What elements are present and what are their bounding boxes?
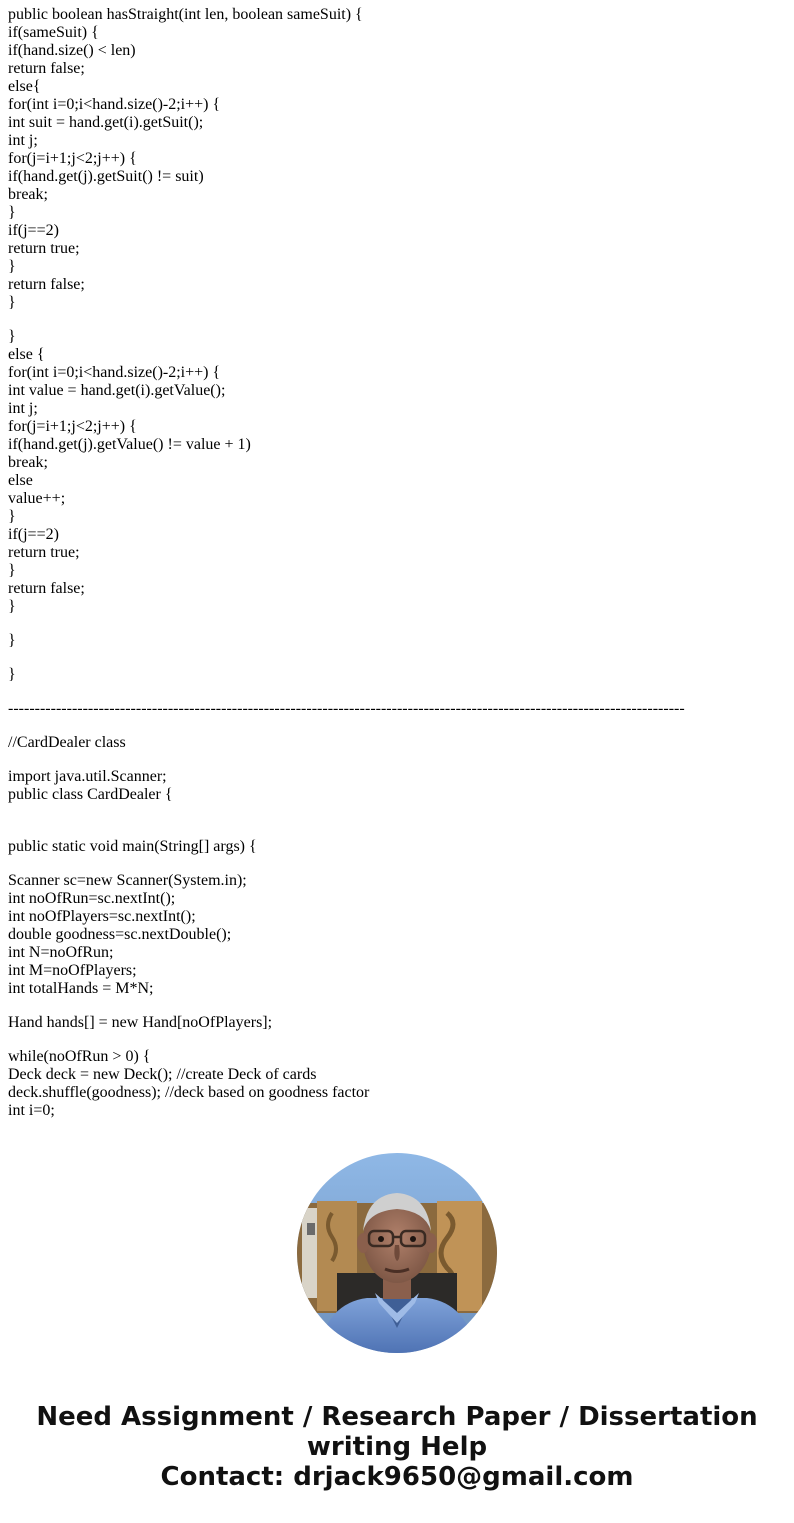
code-line: import java.util.Scanner; — [8, 768, 167, 785]
code-line: //CardDealer class — [8, 734, 126, 751]
code-listing — [8, 6, 788, 1122]
code-line: } — [8, 562, 16, 579]
code-block-hasstraight-else — [8, 328, 788, 616]
code-line: Scanner sc=new Scanner(System.in); — [8, 872, 247, 889]
code-line: for(j=i+1;j<2;j++) { — [8, 418, 137, 435]
code-line: int noOfRun=sc.nextInt(); — [8, 890, 176, 907]
code-line: if(j==2) — [8, 526, 59, 543]
code-line: int j; — [8, 400, 38, 417]
code-block-while-loop — [8, 1048, 788, 1120]
code-line: for(int i=0;i<hand.size()-2;i++) { — [8, 364, 221, 381]
divider-line: ------------------------------------------------------------------------------------------------------------------------------- — [8, 700, 685, 717]
code-line: public class CardDealer { — [8, 786, 173, 803]
code-block-main-signature — [8, 838, 788, 856]
code-line: int j; — [8, 132, 38, 149]
code-line: int M=noOfPlayers; — [8, 962, 137, 979]
code-block-hasstraight-samesuit — [8, 6, 788, 312]
code-line: Deck deck = new Deck(); //create Deck of cards — [8, 1066, 317, 1083]
code-block-carddealer-comment — [8, 734, 788, 752]
code-line: } — [8, 258, 16, 275]
code-line: while(noOfRun > 0) { — [8, 1048, 151, 1065]
code-line: if(j==2) — [8, 222, 59, 239]
code-line: if(hand.size() < len) — [8, 42, 136, 59]
code-line: int noOfPlayers=sc.nextInt(); — [8, 908, 196, 925]
code-line: if(hand.get(j).getSuit() != suit) — [8, 168, 204, 185]
code-line: } — [8, 294, 16, 311]
code-line: break; — [8, 454, 48, 471]
code-line: int suit = hand.get(i).getSuit(); — [8, 114, 204, 131]
code-line: int i=0; — [8, 1102, 55, 1119]
code-line: for(int i=0;i<hand.size()-2;i++) { — [8, 96, 221, 113]
code-line: break; — [8, 186, 48, 203]
code-block-close-class — [8, 666, 788, 684]
code-line: return false; — [8, 580, 85, 597]
code-line: return false; — [8, 276, 85, 293]
code-line: } — [8, 632, 16, 649]
promo-contact-line: Contact: drjack9650@gmail.com — [160, 1462, 634, 1492]
code-block-scanner-setup — [8, 872, 788, 998]
code-line: } — [8, 204, 16, 221]
author-photo — [297, 1153, 497, 1353]
code-line: value++; — [8, 490, 66, 507]
code-line: else — [8, 472, 33, 489]
code-block-close-method — [8, 632, 788, 650]
code-line: int value = hand.get(i).getValue(); — [8, 382, 226, 399]
code-block-carddealer-header — [8, 768, 788, 804]
code-line: int totalHands = M*N; — [8, 980, 154, 997]
code-block-hands-array — [8, 1014, 788, 1032]
code-line: } — [8, 666, 16, 683]
promo-line-2: writing Help — [306, 1432, 488, 1462]
code-line: } — [8, 328, 16, 345]
code-line: return true; — [8, 240, 80, 257]
code-line: double goodness=sc.nextDouble(); — [8, 926, 232, 943]
code-line: int N=noOfRun; — [8, 944, 114, 961]
code-line: } — [8, 508, 16, 525]
code-line: public boolean hasStraight(int len, boolean sameSuit) { — [8, 6, 363, 23]
code-line: return false; — [8, 60, 85, 77]
code-line: Hand hands[] = new Hand[noOfPlayers]; — [8, 1014, 273, 1031]
promo-banner — [0, 1402, 794, 1492]
code-line: return true; — [8, 544, 80, 561]
code-line: for(j=i+1;j<2;j++) { — [8, 150, 137, 167]
code-line: if(sameSuit) { — [8, 24, 99, 41]
code-line: else{ — [8, 78, 41, 95]
code-line: public static void main(String[] args) { — [8, 838, 257, 855]
code-line: if(hand.get(j).getValue() != value + 1) — [8, 436, 251, 453]
promo-line-1: Need Assignment / Research Paper / Dissertation — [36, 1402, 758, 1432]
code-line: } — [8, 598, 16, 615]
code-line: else { — [8, 346, 45, 363]
code-line: deck.shuffle(goodness); //deck based on goodness factor — [8, 1084, 370, 1101]
